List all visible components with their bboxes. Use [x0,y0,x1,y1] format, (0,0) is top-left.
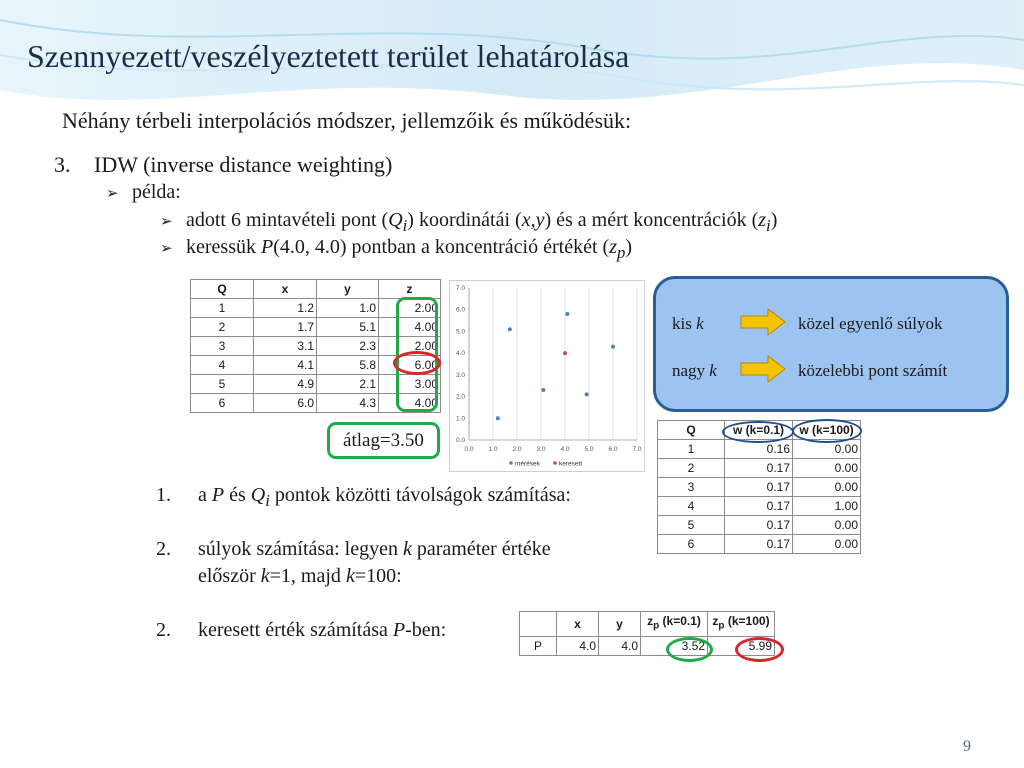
cell: 2 [658,459,725,478]
text-part: k [260,565,270,587]
right-arrow-icon [740,355,786,383]
callout-row-small-k [672,314,704,334]
header-x: x [557,612,599,637]
result-k100-highlight [735,637,784,662]
cell: 1 [191,299,254,318]
list-text: IDW (inverse distance weighting) [94,152,393,177]
right-arrow-icon [740,308,786,336]
cell: 0.17 [725,516,793,535]
step-weights [156,538,551,561]
legend-marker [509,461,513,465]
text-part: súlyok számítása: legyen [198,538,403,560]
callout-result-large-k: közelebbi pont számít [798,361,948,380]
arrow-bullet-icon: ➢ [106,184,119,202]
text-part: Q [388,209,403,231]
x-tick-label: 2.0 [512,446,522,453]
text-part: (k=0.1) [659,614,701,629]
cell: 3.00 [379,375,441,394]
cell: 0.00 [793,535,861,554]
text-part: p [653,620,660,632]
text-part: kis [672,314,697,333]
cell: 4.9 [254,375,317,394]
average-label: átlag=3.50 [327,422,440,459]
cell: 1.2 [254,299,317,318]
cell: 5.8 [317,356,379,375]
text-part: (k=100) [724,614,770,629]
text-part: ) [770,209,778,231]
legend-label: keresett [559,460,583,468]
header-q: Q [191,280,254,299]
text-part: adott 6 mintavételi pont ( [186,209,389,231]
x-tick-label: 3.0 [536,446,546,453]
text-part: k [345,565,355,587]
cell: 2.00 [379,299,441,318]
text-part: z [758,209,767,231]
cell: 2.00 [379,337,441,356]
table-row [658,535,861,554]
cell: 5.1 [317,318,379,337]
x-tick-label: 5.0 [584,446,594,453]
text-part: P [211,484,225,506]
header-zp100 [708,612,775,637]
text-part: i [265,491,270,510]
text-part: p [616,243,626,262]
text-part: i [766,216,771,235]
step-number: 2. [156,619,171,641]
text-part: ) koordinátái ( [407,209,522,231]
cell: 0.00 [793,478,861,497]
cell: 0.17 [725,478,793,497]
text-part: z [609,236,617,258]
step-number: 2. [156,538,171,560]
cell: 1 [658,440,725,459]
cell: 3 [658,478,725,497]
cell: 6 [658,535,725,554]
cell: 0.17 [725,459,793,478]
data-point [541,388,545,392]
header-q: Q [658,421,725,440]
cell: 0.16 [725,440,793,459]
header-empty [520,612,557,637]
cell: 4.1 [254,356,317,375]
y-tick-label: 3.0 [455,371,465,379]
text-part: keresett érték számítása [198,619,393,641]
text-part: k [402,538,412,560]
header-y: y [599,612,641,637]
cell: 1.7 [254,318,317,337]
y-tick-label: 1.0 [455,415,465,423]
cell: 1.0 [317,299,379,318]
text-part: i [402,216,408,235]
cell: 4.00 [379,318,441,337]
text-part: először [198,565,261,587]
cell: 0.00 [793,516,861,535]
cell: 0.00 [793,459,861,478]
slide-title: Szennyezett/veszélyeztetett terület lehatárolása [27,38,630,74]
cell: 0.17 [725,497,793,516]
cell: 2 [191,318,254,337]
x-tick-label: 1.0 [488,446,498,453]
callout-result-small-k: közel egyenlő súlyok [798,314,943,333]
step-weights-line2 [198,565,402,588]
text-part: P [392,619,406,641]
y-tick-label: 4.0 [455,350,465,358]
cell: 2.1 [317,375,379,394]
scatter-chart [449,280,645,472]
cell: 4.0 [557,637,599,656]
header-x: x [254,280,317,299]
x-tick-label: 4.0 [560,446,570,453]
cell: 4.0 [599,637,641,656]
text-part: pontok közötti távolságok számítása: [269,484,571,506]
bullet-search-point [160,236,632,263]
y-tick-label: 0.0 [455,437,465,444]
text-part: a [198,484,212,506]
x-tick-label: 7.0 [632,446,642,453]
cell: 6.00 [379,356,441,375]
cell: 4.3 [317,394,379,413]
page-number: 9 [963,738,971,755]
cell: 5 [658,516,725,535]
step-result [156,619,446,642]
text-part: p [718,620,725,632]
bullet-sample-points [160,209,777,236]
k-parameter-callout [653,276,1009,412]
text-part: ) [625,236,632,258]
table-header-row [520,612,775,637]
y-tick-label: 6.0 [455,306,465,314]
cell: 0.00 [793,440,861,459]
cell: 2.3 [317,337,379,356]
cell: 3.1 [254,337,317,356]
cell: 5.99 [708,637,775,656]
text-part: k [709,361,717,380]
step-number: 1. [156,484,171,506]
text-part: Q [250,484,266,506]
step-distances [156,484,571,511]
data-point [563,351,567,355]
list-item-idw [54,152,392,178]
text-part: keressük [186,236,261,258]
text-part: k [696,314,704,333]
callout-row-large-k [672,361,717,381]
data-point [585,392,589,396]
cell: 6.0 [254,394,317,413]
cell: 5 [191,375,254,394]
text-part: ) és a mért koncentrációk ( [544,209,759,231]
result-k01-highlight [666,637,713,662]
text-part: x,y [521,209,545,231]
slide-subtitle: Néhány térbeli interpolációs módszer, jellemzőik és működésük: [62,108,632,133]
arrow-bullet-icon: ➢ [160,239,173,257]
header-z: z [379,280,441,299]
arrow-bullet-icon: ➢ [160,212,173,230]
y-tick-label: 2.0 [455,393,465,401]
y-tick-label: 7.0 [455,285,465,292]
text-part: (4.0, 4.0) pontban a koncentráció értékét ( [273,236,610,258]
x-tick-label: 6.0 [608,446,618,453]
cell: 0.17 [725,535,793,554]
max-value-highlight [393,351,441,375]
cell: 6 [191,394,254,413]
cell: 1.00 [793,497,861,516]
data-point [565,312,569,316]
w100-header-highlight [792,419,862,443]
legend-label: mérések [515,460,540,468]
header-w01: w (k=0.1) [725,421,793,440]
cell: 4 [658,497,725,516]
table-header-row [191,280,441,299]
list-number: 3. [54,152,71,177]
header-y: y [317,280,379,299]
text-part: P [260,236,274,258]
text-part: és [224,484,251,506]
chart-frame [450,281,645,472]
data-point [611,345,615,349]
data-point [496,416,500,420]
table-row [658,478,861,497]
table-row [658,516,861,535]
cell: 3.52 [641,637,708,656]
bullet-text: példa: [132,181,181,203]
text-part: z [712,614,719,629]
text-part: =100: [354,565,402,587]
text-part: =1, majd [269,565,346,587]
text-part: z [647,614,654,629]
w01-header-highlight [722,421,794,443]
text-part: paraméter értéke [411,538,551,560]
header-zp01 [641,612,708,637]
text-part: -ben: [405,619,447,641]
table-row [658,497,861,516]
cell: 3 [191,337,254,356]
x-tick-label: 0.0 [464,446,474,453]
cell: P [520,637,557,656]
bullet-example [106,181,181,204]
cell: 4 [191,356,254,375]
data-point [508,327,512,331]
y-tick-label: 5.0 [455,328,465,336]
legend-marker [553,461,557,465]
cell: 4.00 [379,394,441,413]
header-w100: w (k=100) [793,421,861,440]
table-row [658,459,861,478]
text-part: nagy [672,361,710,380]
